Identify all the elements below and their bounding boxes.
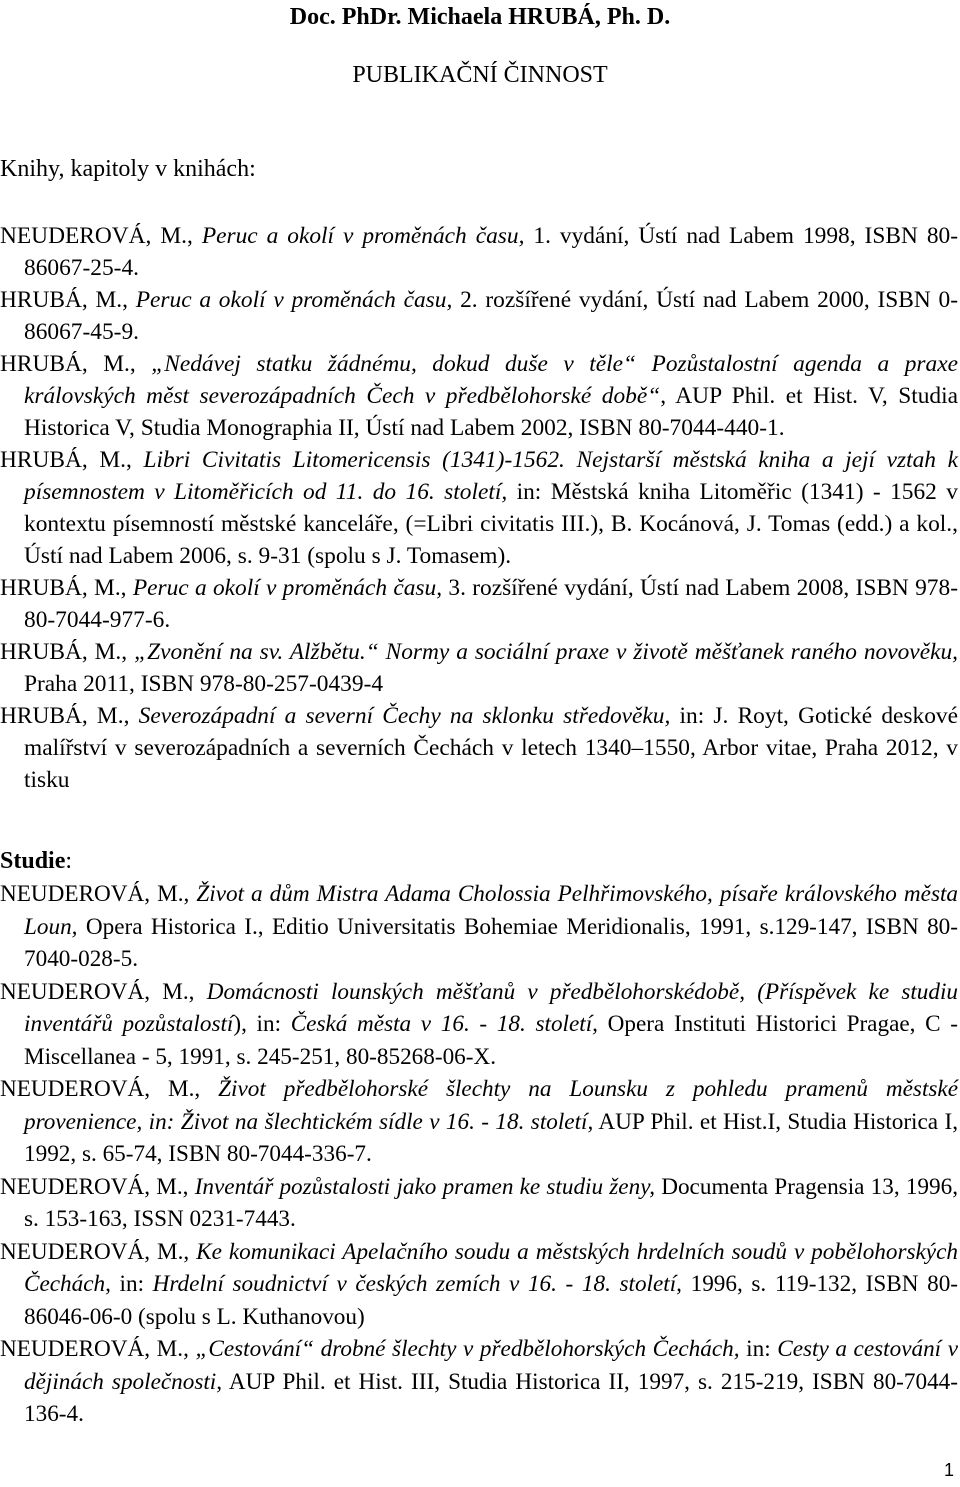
entry-title: „Zvonění na sv. Alžbětu.“ Normy a sociální praxe v životě měšťanek raného novověku, [134,639,958,665]
entry-details: 3. rozšířené vydání, Ústí nad Labem 2008, ISBN 978-80-7044-977-6. [24,575,958,633]
page-number: 1 [943,1460,954,1480]
publication-entry [0,444,958,572]
entry-details: in: [739,1336,778,1362]
entry-details: , AUP Phil. et Hist. V, Studia Historica V, Studia Monographia II, Ústí nad Labem 2002, ISBN 80-7044-440-1. [24,383,958,441]
entry-author: NEUDEROVÁ, M., [0,1076,201,1102]
entry-author: HRUBÁ, M., [0,447,132,473]
entry-title: Peruc a okolí v proměnách času, [135,287,453,313]
publication-entry [0,1073,958,1171]
entry-title: Ke komunikaci Apelačního soudu a městských hrdelních soudů v pobělohorských Čechách, [24,1238,958,1297]
entry-author: HRUBÁ, M., [0,639,128,665]
author-name-title: Doc. PhDr. Michaela HRUBÁ, Ph. D. [289,4,671,30]
entry-source-title: Cesty a cestování v dějinách společnosti, [24,1336,959,1395]
entry-title: Domácnosti lounských měšťanů v předbělohorskédobě, (Příspěvek ke studiu inventářů pozůstalostí [24,978,959,1037]
entry-details: in: Městská kniha Litoměřic (1341) - 1562 v kontextu písemností městské kanceláře, (=Libri civitatis III.), B. Kocánová, J. Tomas (edd.) a kol., Ústí nad Labem 2006, s. 9-31 (spolu s J. Tomasem). [24,479,958,569]
entry-author: NEUDEROVÁ, M., [0,1173,189,1200]
publication-entry [0,572,958,636]
entry-author: HRUBÁ, M., [0,287,128,313]
entry-title: Peruc a okolí v proměnách času, [201,223,525,249]
entry-author: NEUDEROVÁ, M., [0,881,190,907]
entry-author: HRUBÁ, M., [0,703,130,729]
entry-details: Opera Historica I., Editio Universitatis Bohemiae Meridionalis, 1991, s.129-147, ISBN 80-7040-028-5. [24,913,958,972]
entry-title: Inventář pozůstalosti jako pramen ke studiu ženy, [194,1173,656,1200]
entry-source-details: Opera Instituti Historici Pragae, C - Miscellanea - 5, 1991, s. 245-251, 80-85268-06-X. [24,1011,958,1070]
entry-details: Praha 2011, ISBN 978-80-257-0439-4 [24,671,384,697]
publication-entry [0,1171,958,1236]
publications-heading: PUBLIKAČNÍ ČINNOST [352,62,608,88]
entry-source-title: Hrdelní soudnictví v českých zemích v 16. - 18. století, [152,1271,682,1297]
entry-details: in: J. Royt, Gotické deskové malířství v severozápadních a severních Čechách v letech 1340–1550, Arbor vitae, Praha 2012, v tisku [24,703,958,793]
publication-entry [0,1236,958,1334]
entry-title: „Nedávej statku žádnému, dokud duše v těle“ Pozůstalostní agenda a praxe královských měst severozápadních Čech v předbělohorské době“ [24,351,958,409]
studies-list [0,878,958,1431]
books-list [0,220,958,796]
entry-title: Život předbělohorské šlechty na Lounsku z pohledu pramenů městské provenience, in: Život na šlechtickém sídle v 16. - 18. století, [24,1076,958,1135]
entry-author: NEUDEROVÁ, M., [0,1336,189,1362]
entry-title: Život a dům Mistra Adama Cholossia Pelhřimovského, písaře královského města Loun, [24,881,959,940]
publication-entry [0,976,958,1074]
entry-author: NEUDEROVÁ, M., [0,223,193,249]
publication-entry [0,348,958,444]
books-section-title: Knihy, kapitoly v knihách: [0,156,256,182]
entry-source-details: AUP Phil. et Hist. III, Studia Historica II, 1997, s. 215-219, ISBN 80-7044-136-4. [24,1368,958,1427]
entry-details: AUP Phil. et Hist.I, Studia Historica I, 1992, s. 65-74, ISBN 80-7044-336-7. [24,1108,958,1167]
entry-author: NEUDEROVÁ, M., [0,978,195,1005]
publication-entry [0,220,958,284]
entry-source-details: 1996, s. 119-132, ISBN 80-86046-06-0 (spolu s L. Kuthanovou) [24,1271,959,1330]
publication-entry [0,878,958,976]
entry-details: in: [110,1271,153,1297]
entry-source-title: Česká města v 16. - 18. století, [290,1011,598,1037]
studies-title-colon: : [65,848,73,874]
studies-title-bold: Studie [0,848,66,874]
publication-entry [0,284,958,348]
publication-entry [0,1333,958,1431]
entry-author: NEUDEROVÁ, M., [0,1238,190,1265]
entry-title: Peruc a okolí v proměnách času, [132,575,443,601]
entry-author: HRUBÁ, M., [0,351,136,377]
entry-title: Libri Civitatis Litomericensis (1341)-1562. Nejstarší městská kniha a její vztah k písemnostem v Litoměřicích od 11. do 16. století, [24,447,958,505]
publication-entry [0,636,958,700]
entry-title: Severozápadní a severní Čechy na sklonku středověku, [138,703,671,729]
entry-author: HRUBÁ, M., [0,575,127,601]
entry-details: ), in: [233,1011,291,1037]
publication-entry [0,700,958,796]
entry-details: 2. rozšířené vydání, Ústí nad Labem 2000, ISBN 0-86067-45-9. [24,287,958,345]
entry-details: Documenta Pragensia 13, 1996, s. 153-163, ISSN 0231-7443. [24,1173,958,1232]
studies-section-title [0,848,72,875]
entry-title: „Cestování“ drobné šlechty v předbělohorských Čechách, [195,1336,740,1362]
entry-details: 1. vydání, Ústí nad Labem 1998, ISBN 80-86067-25-4. [24,223,958,281]
